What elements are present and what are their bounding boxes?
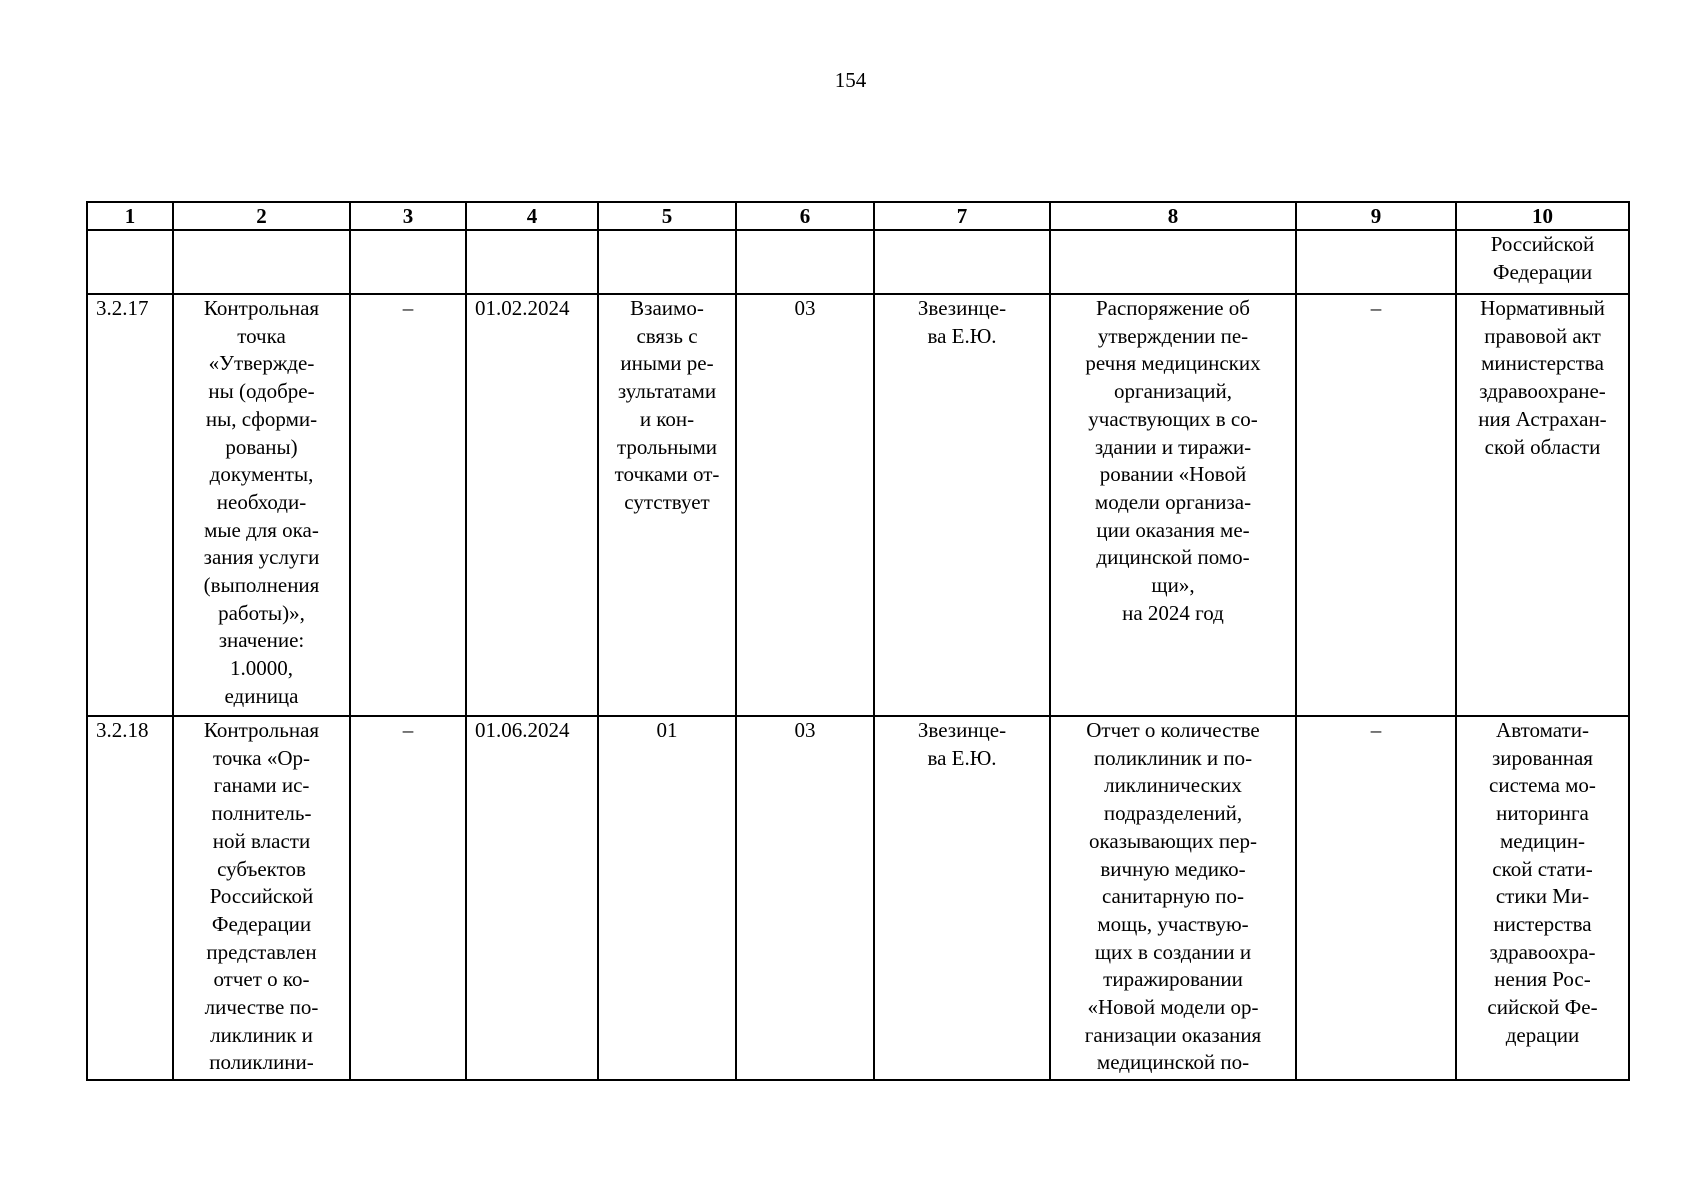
column-number: 3: [350, 202, 466, 230]
empty-cell: [1050, 230, 1296, 294]
due-date: 01.02.2024: [466, 294, 598, 716]
row-number: 3.2.18: [87, 716, 173, 1080]
column-number: 7: [874, 202, 1050, 230]
empty-cell: [1296, 230, 1456, 294]
column-number: 6: [736, 202, 874, 230]
document-table: [86, 201, 1630, 1081]
empty-cell: [874, 230, 1050, 294]
column-number: 9: [1296, 202, 1456, 230]
control-point-name: Контрольная точка «Ор- ганами ис- полнитель- ной власти субъектов Российской Федерации представлен отчет о ко- личестве по- ликлиник и поликлини-: [173, 716, 350, 1080]
table-row: [87, 716, 1629, 1080]
table-row: [87, 294, 1629, 716]
empty-cell: [466, 230, 598, 294]
column-number: 2: [173, 202, 350, 230]
column-9-value: –: [1296, 294, 1456, 716]
column-5-value: 01: [598, 716, 736, 1080]
empty-cell: [598, 230, 736, 294]
column-3-value: –: [350, 294, 466, 716]
column-number: 4: [466, 202, 598, 230]
document-description: Отчет о количестве поликлиник и по- ликлинических подразделений, оказывающих пер- вичную медико- санитарную по- мощь, участвую- щих в создании и тиражировании «Новой модели ор- ганизации оказания медицинской по-: [1050, 716, 1296, 1080]
page-number: 154: [834, 68, 867, 92]
empty-cell: [736, 230, 874, 294]
column-6-value: 03: [736, 294, 874, 716]
information-source: Нормативный правовой акт министерства здравоохране- ния Астрахан- ской области: [1456, 294, 1629, 716]
due-date: 01.06.2024: [466, 716, 598, 1080]
continuation-text: Российской Федерации: [1456, 230, 1629, 294]
continuation-row: [87, 230, 1629, 294]
column-3-value: –: [350, 716, 466, 1080]
column-number: 1: [87, 202, 173, 230]
column-number: 8: [1050, 202, 1296, 230]
document-description: Распоряжение об утверждении пе- речня медицинских организаций, участвующих в со- здании и тиражи- ровании «Новой модели организа- ции оказания ме- дицинской помо- щи», на 2024 год: [1050, 294, 1296, 716]
column-number-row: [87, 202, 1629, 230]
row-number: 3.2.17: [87, 294, 173, 716]
empty-cell: [350, 230, 466, 294]
column-5-value: Взаимо- связь с иными ре- зультатами и кон- трольными точками от- сутствует: [598, 294, 736, 716]
responsible-person: Звезинце- ва Е.Ю.: [874, 294, 1050, 716]
information-source: Автомати- зированная система мо- ниторинга медицин- ской стати- стики Ми- нистерства здравоохра- нения Рос- сийской Фе- дерации: [1456, 716, 1629, 1080]
empty-cell: [87, 230, 173, 294]
responsible-person: Звезинце- ва Е.Ю.: [874, 716, 1050, 1080]
column-number: 10: [1456, 202, 1629, 230]
column-6-value: 03: [736, 716, 874, 1080]
column-number: 5: [598, 202, 736, 230]
column-9-value: –: [1296, 716, 1456, 1080]
empty-cell: [173, 230, 350, 294]
control-point-name: Контрольная точка «Утвержде- ны (одобре- ны, сформи- рованы) документы, необходи- мые для ока- зания услуги (выполнения работы)», значение: 1.0000, единица: [173, 294, 350, 716]
